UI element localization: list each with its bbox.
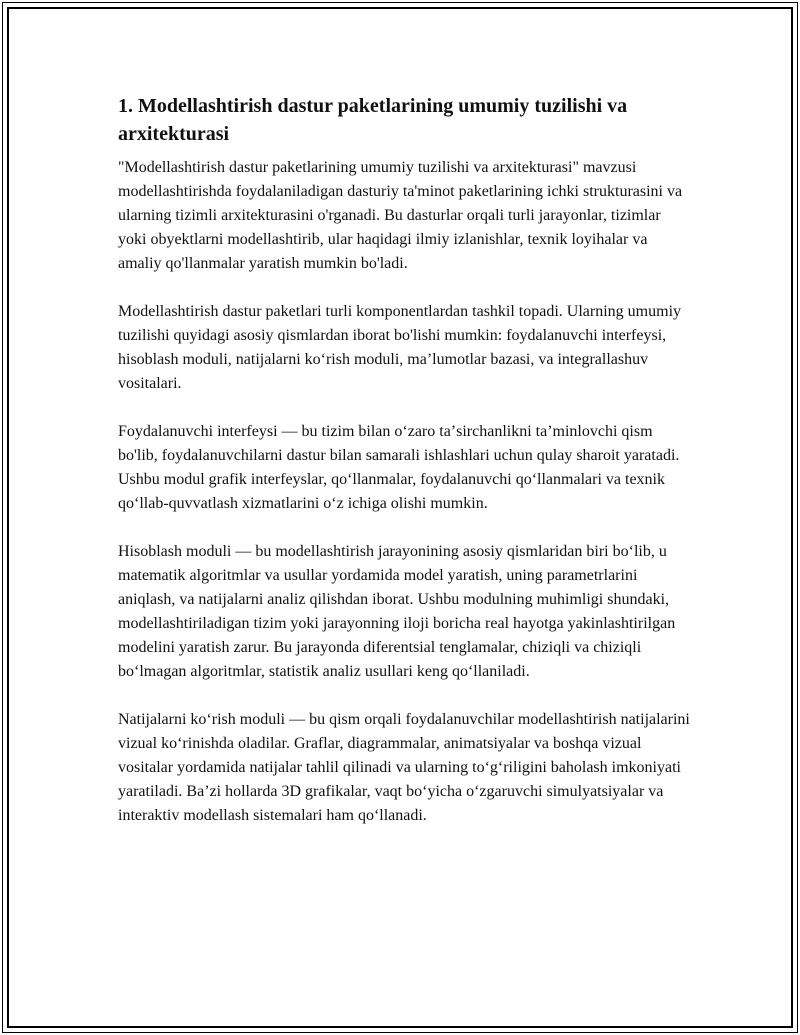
paragraph-visualization-module: Natijalarni koʻrish moduli — bu qism orqali foydalanuvchilar modellashtirish natijalarini vizual koʻrinishda oladilar. Graflar, diagrammalar, animatsiyalar va boshqa vizual vositalar yordamida natijalar tahlil qilinadi va ularning toʻgʻriligini baholash imkoniyati yaratiladi. Baʼzi hollarda 3D grafikalar, vaqt boʻyicha oʻzgaruvchi simulyatsiyalar va interaktiv modellash sistemalari ham qoʻllanadi.	[118, 711, 690, 824]
paragraph-computation-module: Hisoblash moduli — bu modellashtirish jarayonining asosiy qismlaridan biri boʻlib, u matematik algoritmlar va usullar yordamida model yaratish, uning parametrlarini aniqlash, va natijalarni analiz qilishdan iborat. Ushbu modulning muhimligi shundaki, modellashtiriladigan tizim yoki jarayonning iloji boricha real hayotga yakinlashtirilgan modelini yaratish zarur. Bu jarayonda diferentsial tenglamalar, chiziqli va chiziqli boʻlmagan algoritmlar, statistik analiz usullari keng qoʻllaniladi.	[118, 543, 676, 680]
document-body	[118, 92, 693, 852]
paragraph-user-interface: Foydalanuvchi interfeysi — bu tizim bilan oʻzaro taʼsirchanlikni taʼminlovchi qism bo'lib, foydalanuvchilarni dastur bilan samarali ishlashlari uchun qulay sharoit yaratadi. Ushbu modul grafik interfeyslar, qoʻllanmalar, foydalanuvchi qoʻllanmalari va texnik qoʻllab-quvvatlash xizmatlarini oʻz ichiga olishi mumkin.	[118, 423, 680, 512]
paragraph-intro: "Modellashtirish dastur paketlarining umumiy tuzilishi va arxitekturasi" mavzusi modellashtirishda foydalaniladigan dasturiy ta'minot paketlarining ichki strukturasini va ularning tizimli arxitekturasini o'rganadi. Bu dasturlar orqali turli jarayonlar, tizimlar yoki obyektlarni modellashtirib, ular haqidagi ilmiy izlanishlar, texnik loyihalar va amaliy qo'llanmalar yaratish mumkin bo'ladi.	[118, 159, 683, 272]
paragraph-structure: Modellashtirish dastur paketlari turli komponentlardan tashkil topadi. Ularning umumiy tuzilishi quyidagi asosiy qismlardan iborat bo'lishi mumkin: foydalanuvchi interfeysi, hisoblash moduli, natijalarni koʻrish moduli, maʼlumotlar bazasi, va integrallashuv vositalari.	[118, 303, 682, 392]
section-heading: 1. Modellashtirish dastur paketlarining umumiy tuzilishi va arxitekturasi	[118, 95, 628, 145]
